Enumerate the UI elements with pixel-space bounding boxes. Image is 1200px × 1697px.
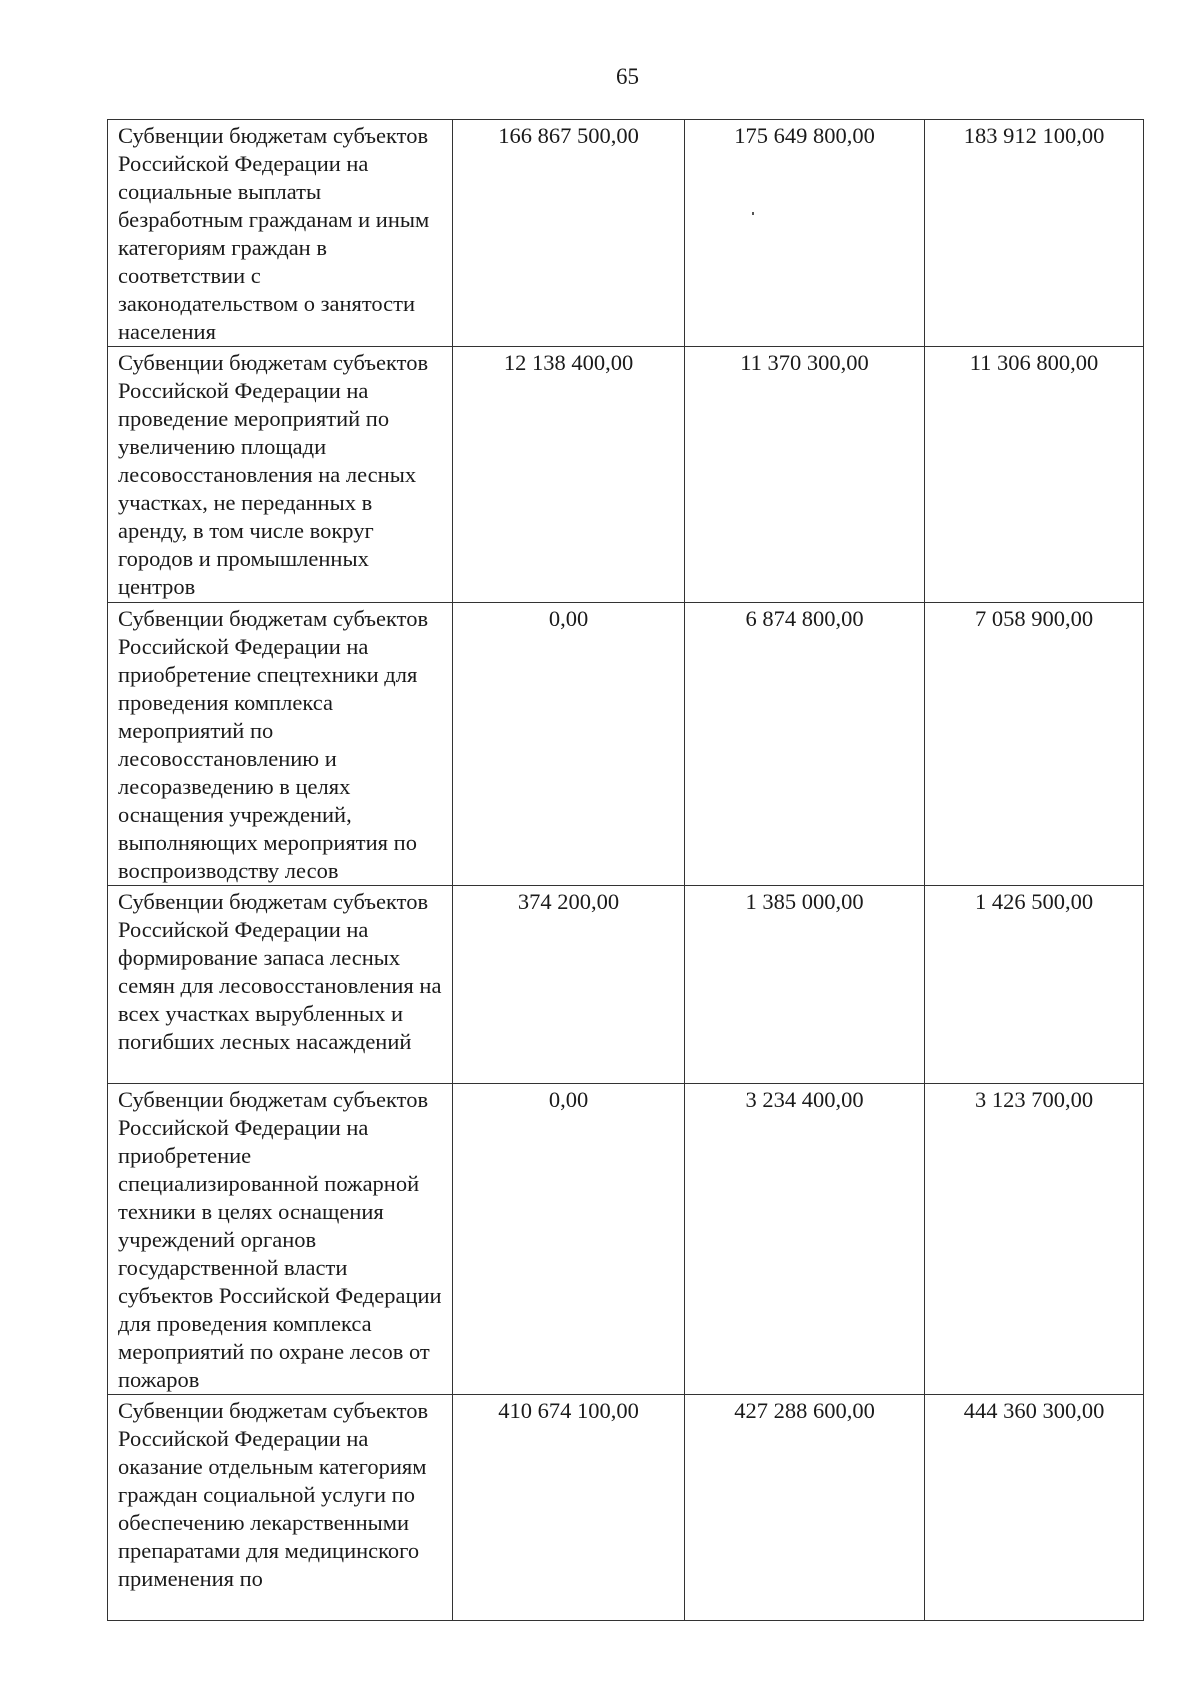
table-row	[108, 1395, 1144, 1621]
row-value-1: 0,00	[453, 1084, 685, 1395]
row-value-2: 3 234 400,00	[685, 1084, 925, 1395]
budget-table	[107, 119, 1144, 1621]
scan-speck	[752, 212, 754, 215]
row-description: Субвенции бюджетам субъектов Российской Федерации на приобретение специализированной пожарной техники в целях оснащения учреждений органов государственной власти субъектов Российской Федерации для проведения комплекса мероприятий по охране лесов от пожаров	[108, 1084, 453, 1395]
row-value-1: 374 200,00	[453, 886, 685, 1084]
row-value-2: 175 649 800,00	[685, 120, 925, 347]
row-value-3: 183 912 100,00	[925, 120, 1144, 347]
row-value-2: 11 370 300,00	[685, 347, 925, 603]
row-value-1: 410 674 100,00	[453, 1395, 685, 1621]
row-value-3: 11 306 800,00	[925, 347, 1144, 603]
row-value-2: 6 874 800,00	[685, 603, 925, 886]
table-row	[108, 347, 1144, 603]
row-value-1: 166 867 500,00	[453, 120, 685, 347]
row-value-3: 3 123 700,00	[925, 1084, 1144, 1395]
row-value-3: 444 360 300,00	[925, 1395, 1144, 1621]
row-value-3: 7 058 900,00	[925, 603, 1144, 886]
row-description: Субвенции бюджетам субъектов Российской Федерации на социальные выплаты безработным гражданам и иным категориям граждан в соответствии с законодательством о занятости населения	[108, 120, 453, 347]
row-description: Субвенции бюджетам субъектов Российской Федерации на проведение мероприятий по увеличению площади лесовосстановления на лесных участках, не переданных в аренду, в том числе вокруг городов и промышленных центров	[108, 347, 453, 603]
table-row	[108, 603, 1144, 886]
table-row	[108, 886, 1144, 1084]
row-value-1: 0,00	[453, 603, 685, 886]
row-value-2: 427 288 600,00	[685, 1395, 925, 1621]
row-value-1: 12 138 400,00	[453, 347, 685, 603]
table-row	[108, 120, 1144, 347]
table-row	[108, 1084, 1144, 1395]
row-description: Субвенции бюджетам субъектов Российской Федерации на формирование запаса лесных семян для лесовосстановления на всех участках вырубленных и погибших лесных насаждений	[108, 886, 453, 1084]
row-value-3: 1 426 500,00	[925, 886, 1144, 1084]
page-number: 65	[616, 64, 639, 89]
row-description: Субвенции бюджетам субъектов Российской Федерации на оказание отдельным категориям граждан социальной услуги по обеспечению лекарственными препаратами для медицинского применения по	[108, 1395, 453, 1621]
row-value-2: 1 385 000,00	[685, 886, 925, 1084]
row-description: Субвенции бюджетам субъектов Российской Федерации на приобретение спецтехники для проведения комплекса мероприятий по лесовосстановлению и лесоразведению в целях оснащения учреждений, выполняющих мероприятия по воспроизводству лесов	[108, 603, 453, 886]
